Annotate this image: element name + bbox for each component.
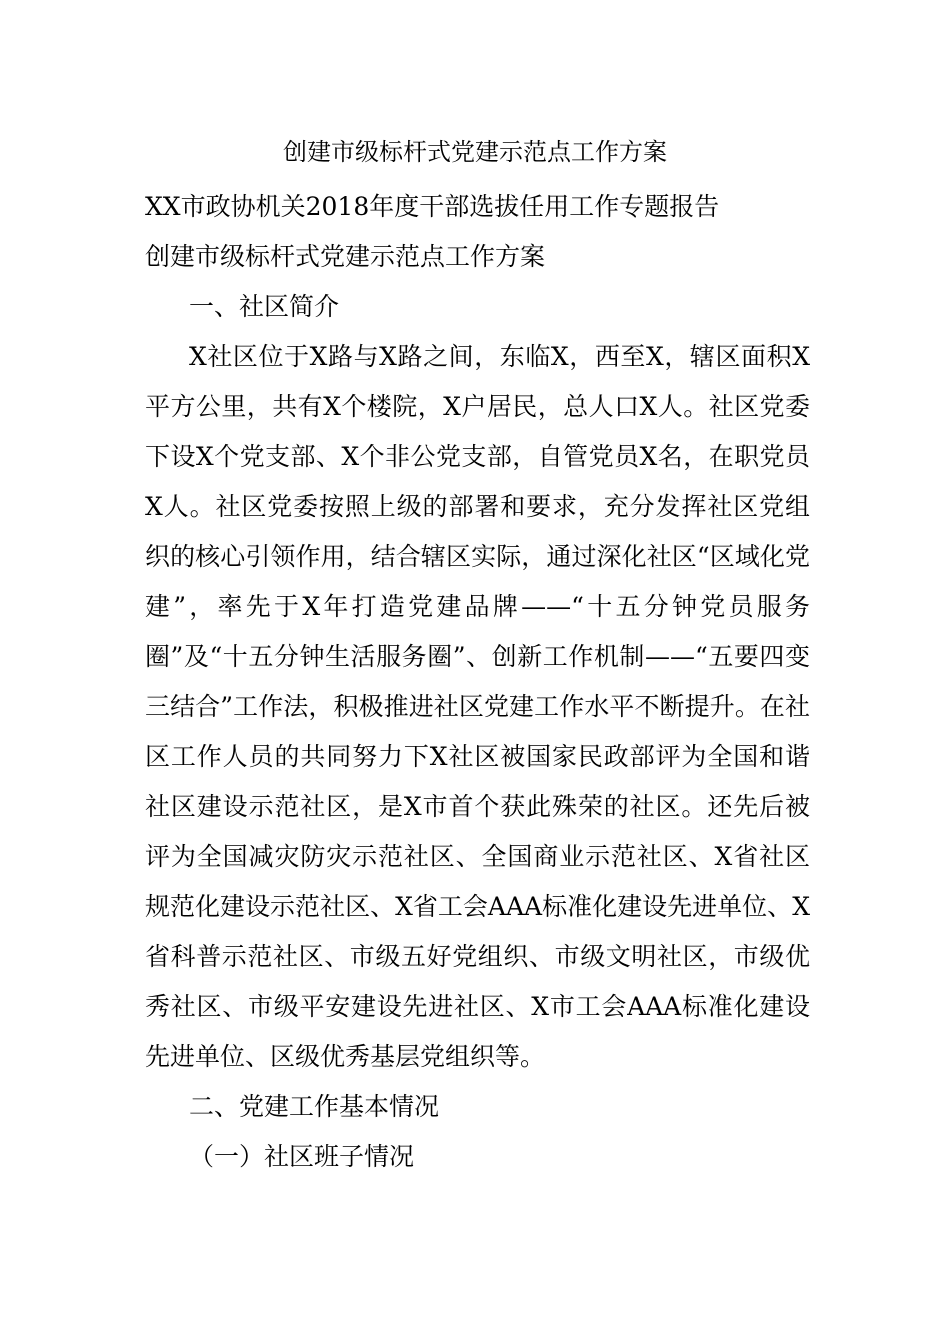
section-1-paragraph: X社区位于X路与X路之间，东临X，西至X，辖区面积X平方公里，共有X个楼院，X户居民，总人口X人。社区党委下设X个党支部、X个非公党支部，自管党员X名，在职党员X人。社区党委按照上级的部署和要求，充分发挥社区党组织的核心引领作用，结合辖区实际，通过深化社区“区域化党建”，率先于X年打造党建品牌——“十五分钟党员服务圈”及“十五分钟生活服务圈”、创新工作机制——“五要四变三结合”工作法，积极推进社区党建工作水平不断提升。在社区工作人员的共同努力下X社区被国家民政部评为全国和谐社区建设示范社区，是X市首个获此殊荣的社区。还先后被评为全国减灾防灾示范社区、全国商业示范社区、X省社区规范化建设示范社区、X省工会AAA标准化建设先进单位、X省科普示范社区、市级五好党组织、市级文明社区，市级优秀社区、市级平安建设先进社区、X市工会AAA标准化建设先进单位、区级优秀基层党组织等。 xyxy=(145,342,810,1071)
section-2-subheading-1: （一）社区班子情况 xyxy=(189,1142,415,1171)
section-2-heading: 二、党建工作基本情况 xyxy=(189,1092,440,1121)
subtitle-line-1: XX市政协机关2018年度干部选拔任用工作专题报告 xyxy=(145,192,720,221)
document-title: 创建市级标杆式党建示范点工作方案 xyxy=(283,138,667,166)
subtitle-line-2: 创建市级标杆式党建示范点工作方案 xyxy=(145,242,546,271)
section-1-heading: 一、社区简介 xyxy=(189,292,340,321)
document-body xyxy=(145,182,810,1182)
